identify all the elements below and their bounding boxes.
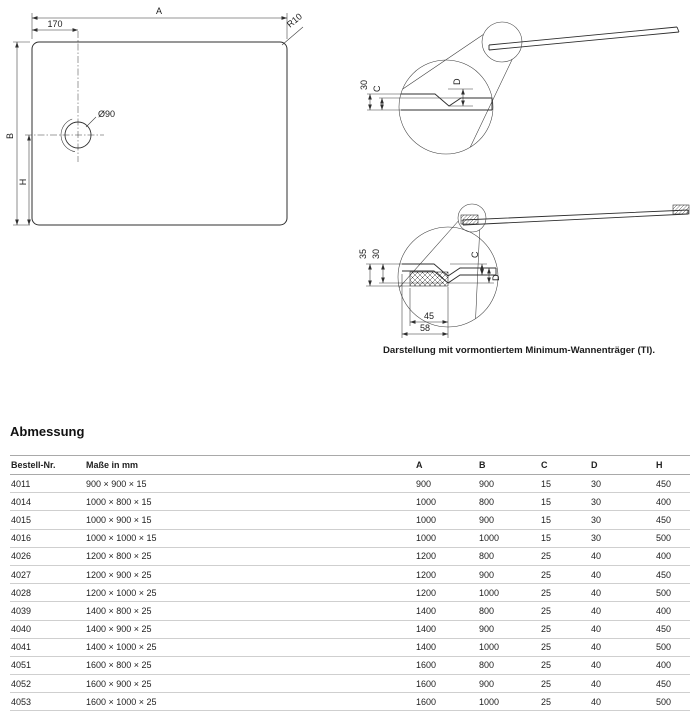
table-row — [10, 529, 690, 547]
table-cell: 1200 — [415, 547, 478, 565]
table-cell: 800 — [478, 547, 540, 565]
s1-extension-lines — [367, 89, 473, 110]
table-cell: 4039 — [10, 602, 85, 620]
table-cell: 900 — [478, 565, 540, 583]
dim-label-170: 170 — [47, 19, 63, 29]
s1-dim-label-c: C — [372, 85, 382, 92]
table-cell: 1400 — [415, 602, 478, 620]
column-header-d: D — [590, 456, 655, 475]
table-cell: 25 — [540, 620, 590, 638]
table-cell: 450 — [655, 475, 690, 493]
table-heading: Abmessung — [10, 424, 85, 439]
dim-label-h: H — [18, 178, 28, 186]
table-cell: 1200 × 1000 × 25 — [85, 584, 415, 602]
detail-zoom-circle — [399, 60, 493, 154]
table-cell: 1200 — [415, 584, 478, 602]
section-detail-plain — [359, 22, 679, 154]
table-cell: 1000 × 800 × 15 — [85, 493, 415, 511]
support-cross-section — [410, 272, 448, 286]
table-row — [10, 511, 690, 529]
table-cell: 40 — [590, 602, 655, 620]
table-cell: 4052 — [10, 675, 85, 693]
table-cell: 1200 × 800 × 25 — [85, 547, 415, 565]
table-cell: 1600 — [415, 693, 478, 711]
column-header-b: B — [478, 456, 540, 475]
table-cell: 25 — [540, 565, 590, 583]
table-cell: 1600 — [415, 656, 478, 674]
table-cell: 25 — [540, 656, 590, 674]
table-row — [10, 493, 690, 511]
table-cell: 4051 — [10, 656, 85, 674]
table-cell: 1400 — [415, 638, 478, 656]
table-cell: 1000 — [478, 638, 540, 656]
table-cell: 450 — [655, 511, 690, 529]
radius-leader-line — [282, 27, 303, 45]
plan-view — [5, 6, 304, 225]
table-cell: 500 — [655, 584, 690, 602]
table-cell: 1000 — [478, 529, 540, 547]
table-body — [10, 475, 690, 711]
s1-dim-label-d: D — [452, 78, 462, 85]
table-cell: 1000 — [478, 693, 540, 711]
magnifier-leader-lines-2 — [399, 221, 480, 319]
table-cell: 900 — [478, 675, 540, 693]
table-cell: 40 — [590, 584, 655, 602]
table-cell: 4028 — [10, 584, 85, 602]
drawing-caption: Darstellung mit vormontiertem Minimum-Wannenträger (TI). — [383, 345, 656, 356]
table-cell: 900 — [478, 511, 540, 529]
table-cell: 25 — [540, 675, 590, 693]
dim-label-b: B — [5, 132, 15, 140]
dim-label-drain-diameter: Ø90 — [98, 109, 116, 119]
dim-label-a: A — [155, 6, 163, 16]
table-cell: 30 — [590, 493, 655, 511]
table-cell: 800 — [478, 656, 540, 674]
table-cell: 400 — [655, 493, 690, 511]
table-cell: 4015 — [10, 511, 85, 529]
table-cell: 15 — [540, 493, 590, 511]
column-header-c: C — [540, 456, 590, 475]
table-cell: 400 — [655, 656, 690, 674]
table-cell: 4053 — [10, 693, 85, 711]
table-cell: 1400 — [415, 620, 478, 638]
tray-side-profile — [489, 27, 679, 50]
table-cell: 900 — [478, 475, 540, 493]
column-header-masse: Maße in mm — [85, 456, 415, 475]
magnifier-leader-lines — [403, 34, 513, 147]
table-cell: 4040 — [10, 620, 85, 638]
table-cell: 40 — [590, 675, 655, 693]
plan-extension-lines — [13, 13, 287, 225]
table-cell: 900 — [415, 475, 478, 493]
table-cell: 4027 — [10, 565, 85, 583]
drain-centerlines — [25, 31, 104, 162]
column-header-a: A — [415, 456, 478, 475]
table-cell: 4011 — [10, 475, 85, 493]
dim-label-r10: R10 — [284, 11, 304, 30]
table-cell: 500 — [655, 693, 690, 711]
tray-side-profile-support — [463, 210, 688, 225]
table-cell: 25 — [540, 693, 590, 711]
table-cell: 1600 × 900 × 25 — [85, 675, 415, 693]
table-cell: 4014 — [10, 493, 85, 511]
s2-dim-label-d: D — [491, 274, 501, 281]
table-row — [10, 656, 690, 674]
table-cell: 400 — [655, 602, 690, 620]
s2-dim-label-45: 45 — [423, 311, 435, 321]
table-cell: 25 — [540, 602, 590, 620]
table-cell: 40 — [590, 656, 655, 674]
table-cell: 40 — [590, 693, 655, 711]
s1-dim-label-30: 30 — [359, 79, 369, 90]
table-row — [10, 693, 690, 711]
table-cell: 1000 × 900 × 15 — [85, 511, 415, 529]
table-cell: 1200 — [415, 565, 478, 583]
table-cell: 1000 — [478, 584, 540, 602]
table-cell: 25 — [540, 584, 590, 602]
table-row — [10, 620, 690, 638]
table-cell: 1200 × 900 × 25 — [85, 565, 415, 583]
section-detail-support — [358, 204, 689, 338]
table-cell: 500 — [655, 529, 690, 547]
edge-profile-section — [401, 94, 492, 110]
column-header-h: H — [655, 456, 690, 475]
s2-dim-label-58: 58 — [419, 323, 431, 333]
table-cell: 40 — [590, 638, 655, 656]
table-row — [10, 547, 690, 565]
table-row — [10, 638, 690, 656]
table-cell: 500 — [655, 638, 690, 656]
table-cell: 25 — [540, 638, 590, 656]
table-cell: 30 — [590, 511, 655, 529]
table-cell: 4041 — [10, 638, 85, 656]
table-cell: 15 — [540, 529, 590, 547]
support-block-left — [461, 215, 478, 224]
table-cell: 1000 — [415, 511, 478, 529]
table-cell: 1000 — [415, 493, 478, 511]
table-cell: 1600 — [415, 675, 478, 693]
s2-dim-label-35: 35 — [358, 248, 368, 259]
table-cell: 1600 × 1000 × 25 — [85, 693, 415, 711]
s2-dim-label-30: 30 — [371, 248, 381, 259]
s2-dim-label-c: C — [470, 251, 480, 258]
table-cell: 4016 — [10, 529, 85, 547]
table-cell: 40 — [590, 547, 655, 565]
table-cell: 1000 × 1000 × 15 — [85, 529, 415, 547]
table-cell: 1400 × 800 × 25 — [85, 602, 415, 620]
table-cell: 15 — [540, 511, 590, 529]
dimensions-table — [10, 455, 690, 711]
table-cell: 40 — [590, 620, 655, 638]
table-cell: 1600 × 800 × 25 — [85, 656, 415, 674]
table-row — [10, 475, 690, 493]
table-cell: 900 × 900 × 15 — [85, 475, 415, 493]
table-cell: 40 — [590, 565, 655, 583]
table-cell: 450 — [655, 620, 690, 638]
table-cell: 1400 × 1000 × 25 — [85, 638, 415, 656]
table-row — [10, 602, 690, 620]
table-row — [10, 675, 690, 693]
table-cell: 450 — [655, 565, 690, 583]
table-cell: 800 — [478, 602, 540, 620]
dimensions-section — [10, 424, 690, 711]
table-header-row — [10, 456, 690, 475]
table-cell: 30 — [590, 475, 655, 493]
tray-outline — [32, 42, 287, 225]
table-cell: 30 — [590, 529, 655, 547]
table-cell: 800 — [478, 493, 540, 511]
table-cell: 1400 × 900 × 25 — [85, 620, 415, 638]
table-row — [10, 584, 690, 602]
table-cell: 1000 — [415, 529, 478, 547]
table-cell: 15 — [540, 475, 590, 493]
support-block-right — [673, 205, 689, 214]
table-cell: 25 — [540, 547, 590, 565]
table-cell: 4026 — [10, 547, 85, 565]
table-cell: 400 — [655, 547, 690, 565]
table-cell: 450 — [655, 675, 690, 693]
table-row — [10, 565, 690, 583]
column-header-bestell-nr: Bestell-Nr. — [10, 456, 85, 475]
table-cell: 900 — [478, 620, 540, 638]
